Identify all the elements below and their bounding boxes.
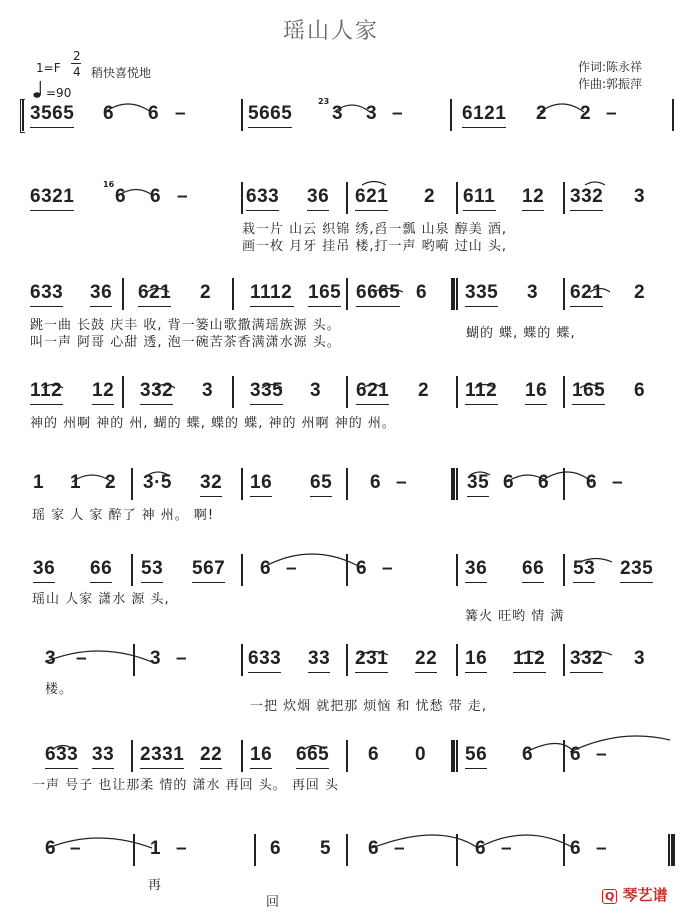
note-group: – [175, 103, 187, 124]
watermark [602, 884, 667, 905]
note-group: 621 [138, 282, 172, 303]
lyric-line: 回 [266, 895, 281, 910]
lyricist-credit: 作词:陈永祥 [578, 60, 643, 74]
note-group: 0 [415, 744, 427, 765]
note-group: – [176, 838, 188, 859]
tempo-value: =90 [46, 86, 72, 100]
note-group: 1 [33, 472, 45, 493]
note-group: – [606, 103, 618, 124]
note-group: 6 [522, 744, 534, 765]
note-group: 165 [572, 380, 606, 401]
note-group: 6 [586, 472, 598, 493]
note-group: 65 [310, 472, 333, 493]
note-group: 1112 [250, 282, 293, 303]
key-signature: 1=F [36, 61, 61, 75]
note-group: 6 [503, 472, 515, 493]
note-group: 6 [416, 282, 428, 303]
grace-note: 16 [103, 180, 115, 189]
note-group: 235 [620, 558, 654, 579]
lyric-line: 栽一片 山云 织锦 绣,舀一瓢 山泉 醇美 酒, [242, 222, 508, 237]
note-group: – [596, 744, 608, 765]
note-group: 5665 [248, 103, 293, 124]
note-group: 6 [538, 472, 550, 493]
note-group: 6 [270, 838, 282, 859]
note-group: 6 [475, 838, 487, 859]
note-group: 6 [370, 472, 382, 493]
note-group: – [177, 186, 189, 207]
note-group: – [382, 558, 394, 579]
lyric-line: 一把 炊烟 就把那 烦恼 和 忧愁 带 走, [250, 699, 488, 714]
note-group: 12 [92, 380, 115, 401]
note-group: 335 [250, 380, 284, 401]
note-group: 6 [115, 186, 127, 207]
note-group: 3 [310, 380, 322, 401]
note-group: 332 [140, 380, 174, 401]
note-group: 35 [467, 472, 490, 493]
note-group: 53 [141, 558, 164, 579]
note-group: 621 [355, 186, 389, 207]
note-group: 6 [368, 838, 380, 859]
note-group: 112 [465, 380, 498, 401]
note-group: – [70, 838, 82, 859]
lyric-line: 蝴的 蝶, 蝶的 蝶, [466, 326, 576, 341]
note-group: 112 [513, 648, 546, 669]
note-group: 3 [366, 103, 378, 124]
note-group: 2 [105, 472, 117, 493]
note-group: 36 [465, 558, 488, 579]
note-group: 6 [570, 744, 582, 765]
lyric-line: 跳一曲 长鼓 庆丰 收, 背一篓山歌撒满瑶族源 头。 [30, 318, 341, 333]
note-group: 6 [103, 103, 115, 124]
note-group: 2 [634, 282, 646, 303]
note-group: 633 [246, 186, 280, 207]
note-group: 16 [250, 744, 273, 765]
note-group: 567 [192, 558, 226, 579]
note-group: 6 [570, 838, 582, 859]
note-group: 1 [150, 838, 162, 859]
expression-mark: 稍快喜悦地 [91, 66, 152, 80]
note-group: 3565 [30, 103, 75, 124]
note-group: 6121 [462, 103, 507, 124]
note-group: 633 [30, 282, 64, 303]
time-signature-top: 2 [73, 49, 81, 63]
note-group: 6 [45, 838, 57, 859]
note-group: – [596, 838, 608, 859]
note-group: 332 [570, 648, 604, 669]
lyric-line: 画一枚 月牙 挂吊 楼,打一声 哟嗬 过山 头, [242, 239, 508, 254]
note-group: 16 [250, 472, 273, 493]
note-group: 5 [320, 838, 332, 859]
note-group: 335 [465, 282, 499, 303]
note-group: 36 [33, 558, 56, 579]
note-group: 2 [580, 103, 592, 124]
note-group: – [76, 648, 88, 669]
lyric-line: 楼。 [45, 682, 74, 697]
note-group: 231 [355, 648, 389, 669]
note-group: 36 [90, 282, 113, 303]
lyric-line: 一声 号子 也让那柔 情的 潇水 再回 头。 再回 头 [32, 778, 340, 793]
composer-credit: 作曲:郭振萍 [578, 77, 643, 91]
note-group: 36 [307, 186, 330, 207]
note-group: 1 [70, 472, 82, 493]
note-group: 621 [356, 380, 390, 401]
note-group: 6321 [30, 186, 75, 207]
note-group: 633 [248, 648, 282, 669]
note-group: 6 [150, 186, 162, 207]
note-group: 2 [418, 380, 430, 401]
lyric-line: 瑶 家 人 家 醉了 神 州。 啊! [32, 508, 215, 523]
watermark-logo-icon: Q [602, 889, 617, 904]
note-group: – [396, 472, 408, 493]
note-group: 332 [570, 186, 604, 207]
note-group: 3 [45, 648, 57, 669]
note-group: 32 [200, 472, 223, 493]
note-group: 165 [308, 282, 342, 303]
note-group: 621 [570, 282, 604, 303]
note-group: 2 [424, 186, 436, 207]
note-group: 3 [634, 648, 646, 669]
note-group: 6665 [356, 282, 401, 303]
note-group: 3 [634, 186, 646, 207]
note-group: 33 [308, 648, 331, 669]
note-group: 112 [30, 380, 63, 401]
note-group: 2331 [140, 744, 185, 765]
note-group: 6 [368, 744, 380, 765]
note-group: – [392, 103, 404, 124]
time-signature-bottom: 4 [73, 65, 81, 79]
lyric-line: 叫一声 阿哥 心甜 透, 泡一碗苦茶香满潇水源 头。 [30, 335, 341, 350]
note-group: 2 [200, 282, 212, 303]
note-group: 56 [465, 744, 488, 765]
note-group: 6 [148, 103, 160, 124]
note-group: 611 [463, 186, 496, 207]
note-group: 6 [634, 380, 646, 401]
song-title: 瑶山人家 [283, 19, 380, 44]
note-group: 2 [536, 103, 548, 124]
note-group: 3·5 [143, 472, 172, 493]
note-group: 66 [522, 558, 545, 579]
note-group: – [286, 558, 298, 579]
note-group: 16 [525, 380, 548, 401]
note-group: – [501, 838, 513, 859]
grace-note: 23 [318, 97, 330, 106]
note-group: 665 [296, 744, 330, 765]
note-group: – [394, 838, 406, 859]
note-group: 3 [202, 380, 214, 401]
note-group: 53 [573, 558, 596, 579]
watermark-brand: 琴艺谱 [622, 886, 668, 904]
note-group: – [612, 472, 624, 493]
lyric-line: 篝火 旺哟 情 满 [465, 609, 565, 624]
note-group: 22 [415, 648, 438, 669]
lyric-line: 再 [148, 878, 163, 893]
note-group: 3 [332, 103, 344, 124]
note-group: 3 [150, 648, 162, 669]
note-group: 22 [200, 744, 223, 765]
note-group: 6 [260, 558, 272, 579]
note-group: – [176, 648, 188, 669]
note-group: 33 [92, 744, 115, 765]
note-group: 6 [356, 558, 368, 579]
note-group: 66 [90, 558, 113, 579]
note-group: 12 [522, 186, 545, 207]
note-group: 16 [465, 648, 488, 669]
note-group: 3 [527, 282, 539, 303]
lyric-line: 神的 州啊 神的 州, 蝴的 蝶, 蝶的 蝶, 神的 州啊 神的 州。 [30, 416, 396, 431]
lyric-line: 瑶山 人家 潇水 源 头, [32, 592, 170, 607]
note-group: 633 [45, 744, 79, 765]
